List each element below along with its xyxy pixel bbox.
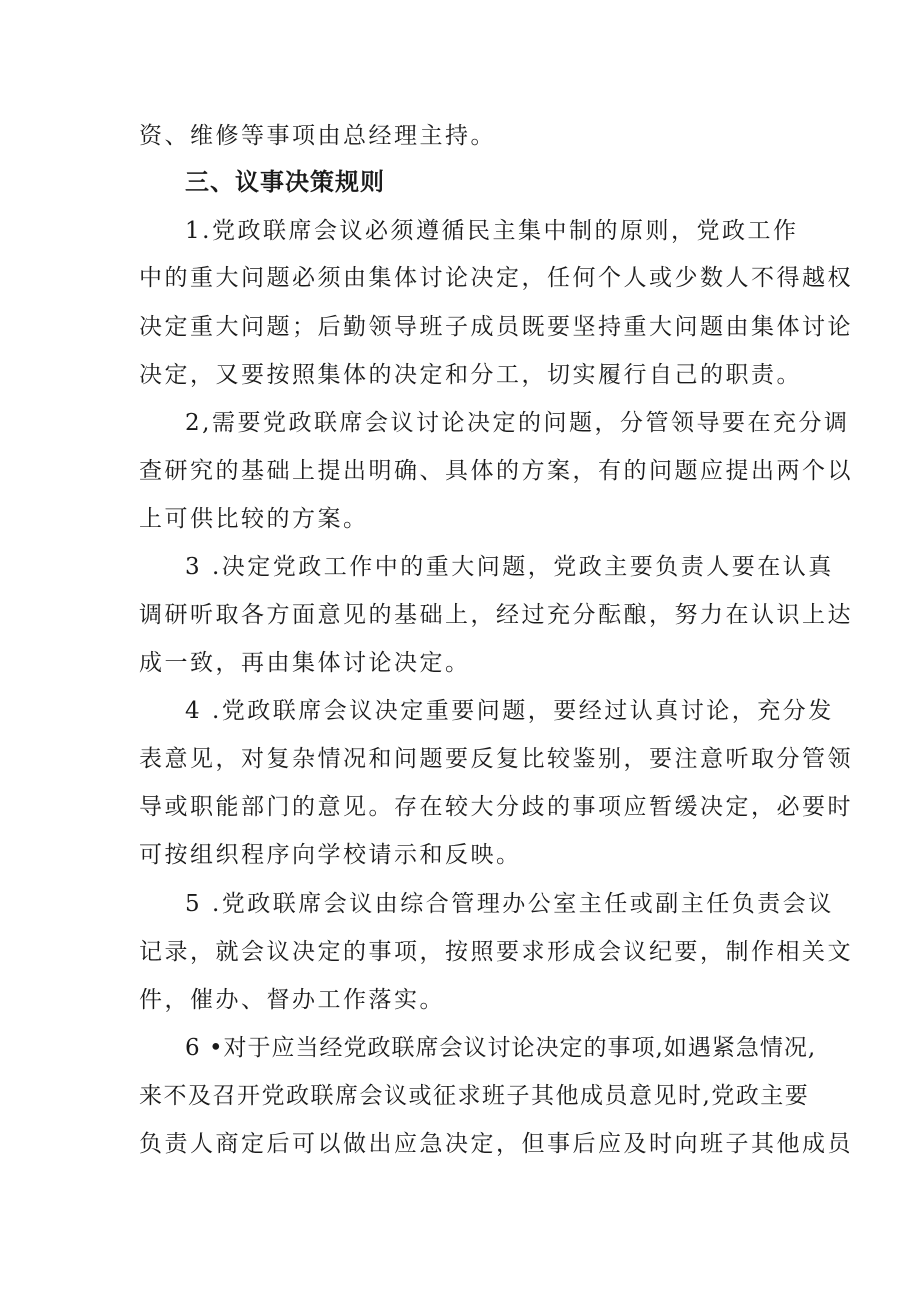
- paragraph-line: 可按组织程序向学校请示和反映。: [139, 842, 522, 868]
- paragraph-line: 决定重大问题；后勤领导班子成员既要坚持重大问题由集体讨论: [139, 314, 853, 340]
- paragraph-line: 件，催办、督办工作落实。: [139, 987, 445, 1013]
- paragraph-line: 记录，就会议决定的事项，按照要求形成会议纪要，制作相关文: [139, 939, 853, 965]
- paragraph-line: 上可供比较的方案。: [139, 506, 369, 532]
- paragraph-line: 决定，又要按照集体的决定和分工，切实履行自己的职责。: [139, 362, 802, 388]
- paragraph-line: 1.党政联席会议必须遵循民主集中制的原则，党政工作: [185, 218, 799, 244]
- paragraph-line: 负责人商定后可以做出应急决定，但事后应及时向班子其他成员: [139, 1131, 853, 1157]
- intro-line: 资、维修等事项由总经理主持。: [139, 123, 496, 149]
- paragraph-line: 查研究的基础上提出明确、具体的方案，有的问题应提出两个以: [139, 458, 853, 484]
- paragraph-line: 成一致，再由集体讨论决定。: [139, 650, 471, 676]
- paragraph-line: 表意见，对复杂情况和问题要反复比较鉴别，要注意听取分管领: [139, 746, 853, 772]
- paragraph-line: 2,需要党政联席会议讨论决定的问题，分管领导要在充分调: [185, 410, 850, 436]
- paragraph-line: 来不及召开党政联席会议或征求班子其他成员意见时,党政主要: [139, 1083, 810, 1109]
- paragraph-line: 调研听取各方面意见的基础上，经过充分酝酿，努力在认识上达: [139, 602, 853, 628]
- paragraph-line: 3 .决定党政工作中的重大问题，党政主要负责人要在认真: [185, 554, 834, 580]
- paragraph-line: 4 .党政联席会议决定重要问题，要经过认真讨论，充分发: [185, 698, 834, 724]
- paragraph-line: 导或职能部门的意见。存在较大分歧的事项应暂缓决定，必要时: [139, 794, 853, 820]
- section-heading: 三、议事决策规则: [185, 168, 385, 196]
- paragraph-line: 中的重大问题必须由集体讨论决定，任何个人或少数人不得越权: [139, 265, 853, 291]
- paragraph-line: 5 .党政联席会议由综合管理办公室主任或副主任负责会议: [185, 891, 834, 917]
- paragraph-line: 6 •对于应当经党政联席会议讨论决定的事项,如遇紧急情况,: [185, 1035, 817, 1061]
